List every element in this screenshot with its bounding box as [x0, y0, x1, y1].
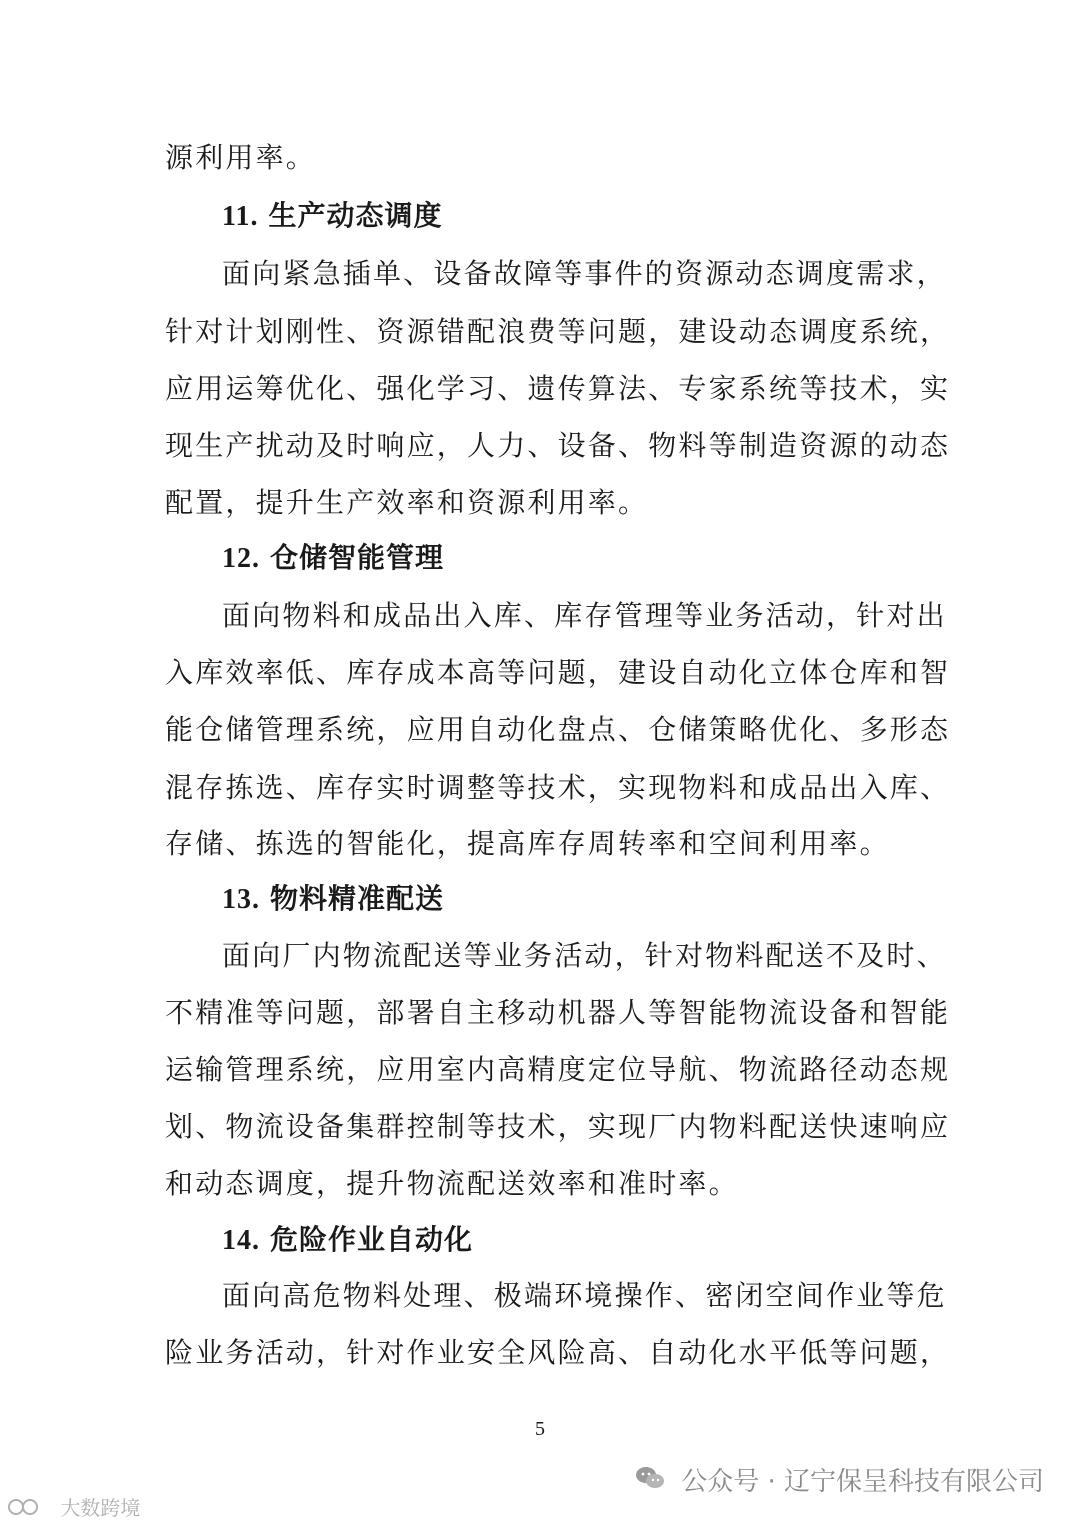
paragraph-line: 划、物流设备集群控制等技术，实现厂内物料配送快速响应 — [165, 1110, 951, 1143]
paragraph-line: 面向物料和成品出入库、库存管理等业务活动，针对出 — [222, 599, 947, 632]
paragraph-line: 面向紧急插单、设备故障等事件的资源动态调度需求， — [222, 257, 947, 290]
brand-logo-icon — [6, 1496, 46, 1524]
paragraph-line: 不精准等问题，部署自主移动机器人等智能物流设备和智能 — [165, 996, 951, 1029]
section-heading — [222, 196, 442, 236]
section-title: 生产动态调度 — [268, 199, 443, 232]
corner-watermark — [6, 1494, 140, 1524]
paragraph-line: 入库效率低、库存成本高等问题，建设自动化立体仓库和智 — [165, 656, 951, 689]
paragraph-line: 针对计划刚性、资源错配浪费等问题，建设动态调度系统， — [165, 315, 951, 348]
section-title: 物料精准配送 — [270, 882, 445, 915]
section-heading — [222, 538, 444, 578]
paragraph-line: 和动态调度，提升物流配送效率和准时率。 — [165, 1167, 739, 1200]
paragraph-line: 应用运筹优化、强化学习、遗传算法、专家系统等技术，实 — [165, 372, 951, 405]
paragraph-line: 运输管理系统，应用室内高精度定位导航、物流路径动态规 — [165, 1053, 951, 1086]
section-number: 13. — [222, 884, 260, 915]
section-number: 12. — [222, 543, 260, 574]
wechat-watermark-text: 公众号 · 辽宁保呈科技有限公司 — [681, 1467, 1044, 1497]
corner-watermark-text: 大数跨境 — [60, 1496, 141, 1520]
section-heading — [222, 879, 444, 919]
paragraph-line: 面向高危物料处理、极端环境操作、密闭空间作业等危 — [222, 1279, 947, 1312]
paragraph-line: 存储、拣选的智能化，提高库存周转率和空间利用率。 — [165, 827, 890, 860]
paragraph-line: 配置，提升生产效率和资源利用率。 — [165, 486, 649, 519]
paragraph-line: 现生产扰动及时响应，人力、设备、物料等制造资源的动态 — [165, 429, 951, 462]
section-title: 仓储智能管理 — [270, 541, 445, 574]
paragraph-line: 险业务活动，针对作业安全风险高、自动化水平低等问题， — [165, 1336, 951, 1369]
paragraph-line: 源利用率。 — [165, 141, 317, 174]
paragraph-line: 面向厂内物流配送等业务活动，针对物料配送不及时、 — [222, 939, 947, 972]
page-number: 5 — [535, 1418, 545, 1440]
section-title: 危险作业自动化 — [270, 1223, 474, 1256]
section-number: 11. — [222, 201, 259, 232]
section-number: 14. — [222, 1225, 260, 1256]
wechat-icon — [635, 1463, 665, 1503]
section-heading — [222, 1220, 473, 1260]
wechat-watermark — [635, 1462, 1044, 1503]
paragraph-line: 能仓储管理系统，应用自动化盘点、仓储策略优化、多形态 — [165, 713, 951, 746]
paragraph-line: 混存拣选、库存实时调整等技术，实现物料和成品出入库、 — [165, 771, 951, 804]
